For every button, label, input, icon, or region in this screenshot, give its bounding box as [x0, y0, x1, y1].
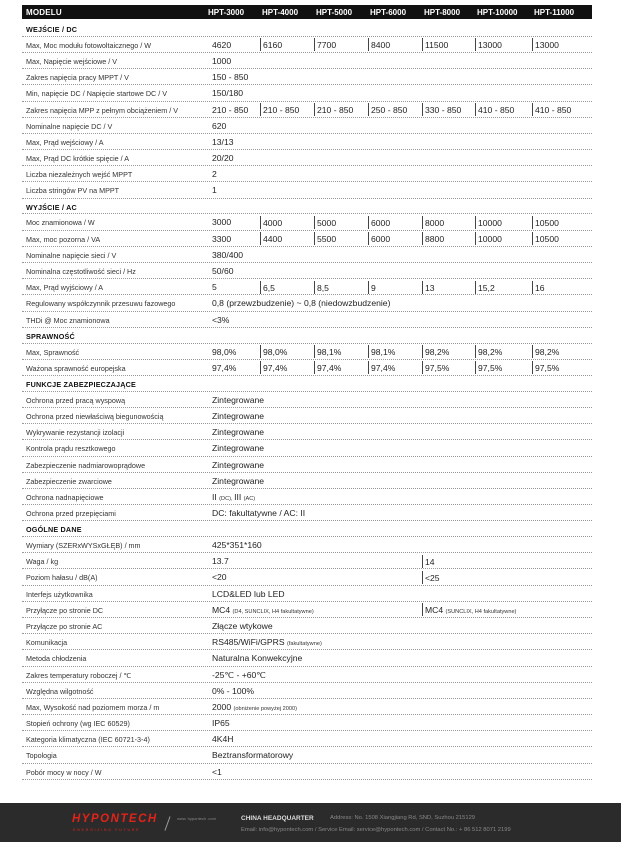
cell-part: III	[234, 491, 242, 502]
cell: 98,0%	[212, 346, 237, 357]
table-row	[22, 118, 592, 134]
row-label: Ważona sprawność europejska	[26, 363, 126, 373]
table-row	[22, 715, 592, 731]
row-label: Max, Prąd DC krótkie spięcie / A	[26, 154, 130, 164]
row-label: Metoda chłodzenia	[26, 654, 87, 664]
table-row	[22, 505, 592, 521]
cell	[210, 492, 255, 502]
cell: 4400	[260, 232, 282, 245]
cell-part: 2000	[212, 701, 232, 712]
cell: Złącze wtykowe	[212, 620, 273, 631]
row-label: Kategoria klimatyczna (IEC 60721-3-4)	[26, 735, 150, 745]
website-text: www. hypontech .com	[177, 816, 216, 821]
table-row	[22, 473, 592, 489]
cell: 2	[212, 169, 217, 180]
model-hpt-3000: HPT-3000	[208, 8, 245, 17]
row-label: Nominalne napięcie DC / V	[26, 121, 113, 131]
cell: 97,4%	[368, 361, 395, 374]
cell: <1	[212, 766, 222, 777]
table-row	[22, 69, 592, 85]
cell: Zintegrowane	[212, 459, 265, 470]
cell: 10500	[532, 232, 559, 245]
row-label: THDi @ Moc znamionowa	[26, 315, 110, 325]
row-label: Zakres napięcia MPP z pełnym obciążeniem / V	[26, 105, 179, 115]
section-header	[22, 199, 592, 215]
cell: DC: fakultatywne / AC: II	[212, 508, 306, 519]
cell: 3000	[212, 217, 232, 228]
row-label: Ochrona przed niewłaściwą biegunowością	[26, 411, 164, 421]
section-title: WYJŚCIE / AC	[26, 202, 77, 212]
cell: 98,1%	[314, 345, 341, 358]
model-hpt-11000: HPT-11000	[534, 8, 575, 17]
row-label: Poziom hałasu / dB(A)	[26, 573, 98, 583]
contact-text: Email: info@hypontech.com / Service Email: service@hypontech.com / Contact No.: + 86 512 8071 2199	[241, 827, 511, 833]
cell-note: (AC)	[243, 495, 256, 502]
model-hpt-6000: HPT-6000	[370, 8, 407, 17]
cell: Naturalna Konwekcyjne	[212, 653, 303, 664]
row-label: Stopień ochrony (wg IEC 60529)	[26, 719, 130, 729]
row-label: Waga / kg	[26, 557, 59, 567]
table-row	[22, 408, 592, 424]
cell: 5	[212, 282, 217, 293]
cell: 97,4%	[212, 362, 237, 373]
table-row	[22, 150, 592, 166]
row-label: Zakres temperatury roboczej / ℃	[26, 670, 132, 680]
cell: 3300	[212, 233, 232, 244]
cell: 620	[212, 120, 227, 131]
table-row	[22, 360, 592, 376]
cell: 13/13	[212, 136, 234, 147]
cell: 97,4%	[260, 361, 287, 374]
table-row	[22, 295, 592, 311]
table-row	[22, 650, 592, 666]
cell: 98,2%	[475, 345, 502, 358]
row-label: Max, Wysokość nad poziomem morza / m	[26, 702, 160, 712]
table-row	[22, 102, 592, 118]
cell: 13.7	[212, 556, 229, 567]
cell: 6000	[368, 232, 390, 245]
cell: 6000	[368, 216, 390, 229]
cell: 150/180	[212, 88, 244, 99]
table-header	[22, 5, 592, 19]
section-header	[22, 521, 592, 537]
cell	[210, 605, 314, 615]
row-label: Względna wilgotność	[26, 686, 94, 696]
cell: 8400	[368, 38, 390, 51]
cell: 20/20	[212, 153, 234, 164]
address-text: Address: No. 1508 Xiangjiang Rd, SND, Suzhou 215129	[330, 815, 476, 821]
cell: 16	[532, 281, 545, 294]
model-hpt-4000: HPT-4000	[262, 8, 299, 17]
cell: 8800	[422, 232, 444, 245]
row-label: Max, Sprawność	[26, 347, 80, 357]
cell: 8,5	[314, 281, 329, 294]
table-row	[22, 731, 592, 747]
section-header	[22, 21, 592, 37]
table-row	[22, 85, 592, 101]
row-label: Zabezpieczenie zwarciowe	[26, 476, 112, 486]
row-label: Liczba stringów PV na MPPT	[26, 186, 120, 196]
model-hpt-5000: HPT-5000	[316, 8, 353, 17]
table-row	[22, 440, 592, 456]
row-label: Moc znamionowa / W	[26, 218, 95, 228]
cell: Zintegrowane	[212, 410, 265, 421]
cell: 5000	[314, 216, 336, 229]
cell: 8000	[422, 216, 444, 229]
cell: 410 - 850	[475, 103, 514, 116]
model-label: MODELU	[26, 8, 62, 17]
cell: 10000	[475, 232, 502, 245]
cell: 250 - 850	[368, 103, 407, 116]
section-title: SPRAWNOŚĆ	[26, 331, 75, 341]
cell: 425*351*160	[212, 540, 262, 551]
table-row	[22, 263, 592, 279]
table-row	[22, 37, 592, 53]
table-row	[22, 586, 592, 602]
table-row	[22, 134, 592, 150]
cell: Zintegrowane	[212, 443, 265, 454]
cell: 97,5%	[475, 361, 502, 374]
table-row	[22, 489, 592, 505]
table-row	[22, 667, 592, 683]
cell: 97,4%	[314, 361, 341, 374]
model-hpt-10000: HPT-10000	[477, 8, 518, 17]
section-header	[22, 328, 592, 344]
table-row	[22, 457, 592, 473]
row-label: Zabezpieczenie nadmiarowoprądowe	[26, 460, 146, 470]
row-label: Ochrona przed pracą wyspową	[26, 395, 126, 405]
cell: 4000	[260, 216, 282, 229]
row-label: Nominalna częstotliwość sieci / Hz	[26, 267, 136, 277]
table-row	[22, 182, 592, 198]
cell: 150 - 850	[212, 72, 249, 83]
cell: 11500	[422, 38, 448, 51]
cell: -25℃ - +60℃	[212, 669, 266, 680]
cell: 13000	[475, 38, 502, 51]
table-row	[22, 747, 592, 763]
cell: Zintegrowane	[212, 475, 265, 486]
cell: 4620	[212, 39, 232, 50]
table-row	[22, 279, 592, 295]
table-row	[22, 53, 592, 69]
cell: 0% - 100%	[212, 685, 255, 696]
table-row	[22, 683, 592, 699]
section-title: WEJŚCIE / DC	[26, 25, 78, 34]
cell: 98,2%	[532, 345, 559, 358]
cell: 410 - 850	[532, 103, 571, 116]
cell: 13	[422, 281, 435, 294]
table-row	[22, 247, 592, 263]
row-label: Max, Prąd wejściowy / A	[26, 137, 104, 147]
logo-tagline: ENERGIZING FUTURE	[73, 828, 141, 832]
cell: 210 - 850	[212, 104, 249, 115]
table-row	[22, 634, 592, 650]
cell: 5500	[314, 232, 336, 245]
cell-note: (obniżenie powyżej 2000)	[233, 705, 297, 712]
row-label: Wykrywanie rezystancji izolacji	[26, 428, 125, 438]
row-label: Max, Napięcie wejściowe / V	[26, 56, 118, 66]
cell-note: (SUNCLIX, H4 fakultatywne)	[445, 609, 517, 616]
table-row	[22, 166, 592, 182]
hypontech-logo: HYPONTECH	[72, 813, 158, 825]
cell: Zintegrowane	[212, 394, 265, 405]
section-title: OGÓLNE DANE	[26, 525, 82, 535]
model-hpt-8000: HPT-8000	[424, 8, 461, 17]
cell: 10500	[532, 216, 559, 229]
row-label: Ochrona nadnapięciowe	[26, 492, 104, 502]
cell: 13000	[532, 38, 559, 51]
cell-part: MC4	[212, 604, 231, 615]
row-label: Komunikacja	[26, 638, 68, 648]
table-row	[22, 392, 592, 408]
cell: 9	[368, 281, 376, 294]
row-label: Min, napięcie DC / Napięcie startowe DC / V	[26, 89, 168, 99]
table-row	[22, 569, 592, 585]
table-row	[22, 553, 592, 569]
row-label: Interfejs użytkownika	[26, 589, 93, 599]
footer	[0, 803, 621, 842]
cell: 98,1%	[368, 345, 395, 358]
row-label: Wymiary (SZERxWYSxGŁĘB) / mm	[26, 541, 141, 551]
cell: 210 - 850	[314, 103, 353, 116]
row-label: Max, moc pozorna / VA	[26, 234, 101, 244]
spec-table	[22, 21, 592, 780]
cell-part: II	[212, 491, 217, 502]
table-row	[22, 424, 592, 440]
row-label: Kontrola prądu resztkowego	[26, 444, 116, 454]
table-row	[22, 344, 592, 360]
cell	[422, 603, 516, 616]
row-label: Regulowany współczynnik przesuwu fazowego	[26, 299, 176, 309]
cell: 1000	[212, 55, 232, 66]
hq-label: CHINA HEADQUARTER	[241, 815, 314, 822]
cell: 380/400	[212, 249, 244, 260]
cell: 4K4H	[212, 734, 234, 745]
cell: LCD&LED lub LED	[212, 588, 285, 599]
cell: Beztransformatorowy	[212, 750, 294, 761]
table-row	[22, 537, 592, 553]
cell	[210, 702, 297, 712]
row-label: Nominalne napięcie sieci / V	[26, 250, 117, 260]
cell: 97,5%	[532, 361, 559, 374]
cell: 15,2	[475, 281, 495, 294]
cell: 0,8 (przewzbudzenie) ~ 0,8 (niedowzbudzenie)	[212, 298, 391, 309]
row-label: Ochrona przed przepięciami	[26, 509, 116, 519]
cell-part: MC4	[425, 605, 444, 616]
row-label: Max, Prąd wyjściowy / A	[26, 283, 104, 293]
row-label: Zakres napięcia pracy MPPT / V	[26, 73, 129, 83]
cell: 210 - 850	[260, 103, 299, 116]
divider	[164, 816, 170, 830]
cell: <20	[212, 572, 227, 583]
section-title: FUNKCJE ZABEZPIECZAJĄCE	[26, 379, 137, 389]
cell: IP65	[212, 718, 230, 729]
table-row	[22, 602, 592, 618]
table-row	[22, 231, 592, 247]
row-label: Liczba niezależnych wejść MPPT	[26, 170, 133, 180]
table-row	[22, 764, 592, 780]
cell: 14	[422, 555, 435, 568]
row-label: Topologia	[26, 751, 57, 761]
table-row	[22, 699, 592, 715]
cell-note: (D4, SUNCLIX, H4 fakultatywne)	[232, 608, 314, 615]
section-header	[22, 376, 592, 392]
cell: 6,5	[260, 281, 275, 294]
cell: 7700	[314, 38, 336, 51]
table-row	[22, 312, 592, 328]
row-label: Pobór mocy w nocy / W	[26, 767, 102, 777]
row-label: Przyłącze po stronie AC	[26, 621, 103, 631]
cell: 10000	[475, 216, 502, 229]
cell: 50/60	[212, 266, 234, 277]
cell: <3%	[212, 314, 230, 325]
cell-note: (DC),	[219, 495, 235, 502]
cell: 98,2%	[422, 345, 449, 358]
row-label: Max, Moc modułu fotowoltaicznego / W	[26, 40, 152, 50]
table-row	[22, 618, 592, 634]
row-label: Przyłącze po stronie DC	[26, 605, 104, 615]
cell-note: (fakultatywne)	[286, 641, 322, 648]
cell: 97,5%	[422, 361, 449, 374]
cell: 98,0%	[260, 345, 287, 358]
cell: 330 - 850	[422, 103, 461, 116]
cell	[210, 637, 322, 647]
cell: 6160	[260, 38, 282, 51]
cell: Zintegrowane	[212, 427, 265, 438]
cell: <25	[422, 571, 440, 584]
table-row	[22, 214, 592, 230]
cell-part: RS485/WiFi/GPRS	[212, 637, 285, 648]
cell: 1	[212, 185, 217, 196]
